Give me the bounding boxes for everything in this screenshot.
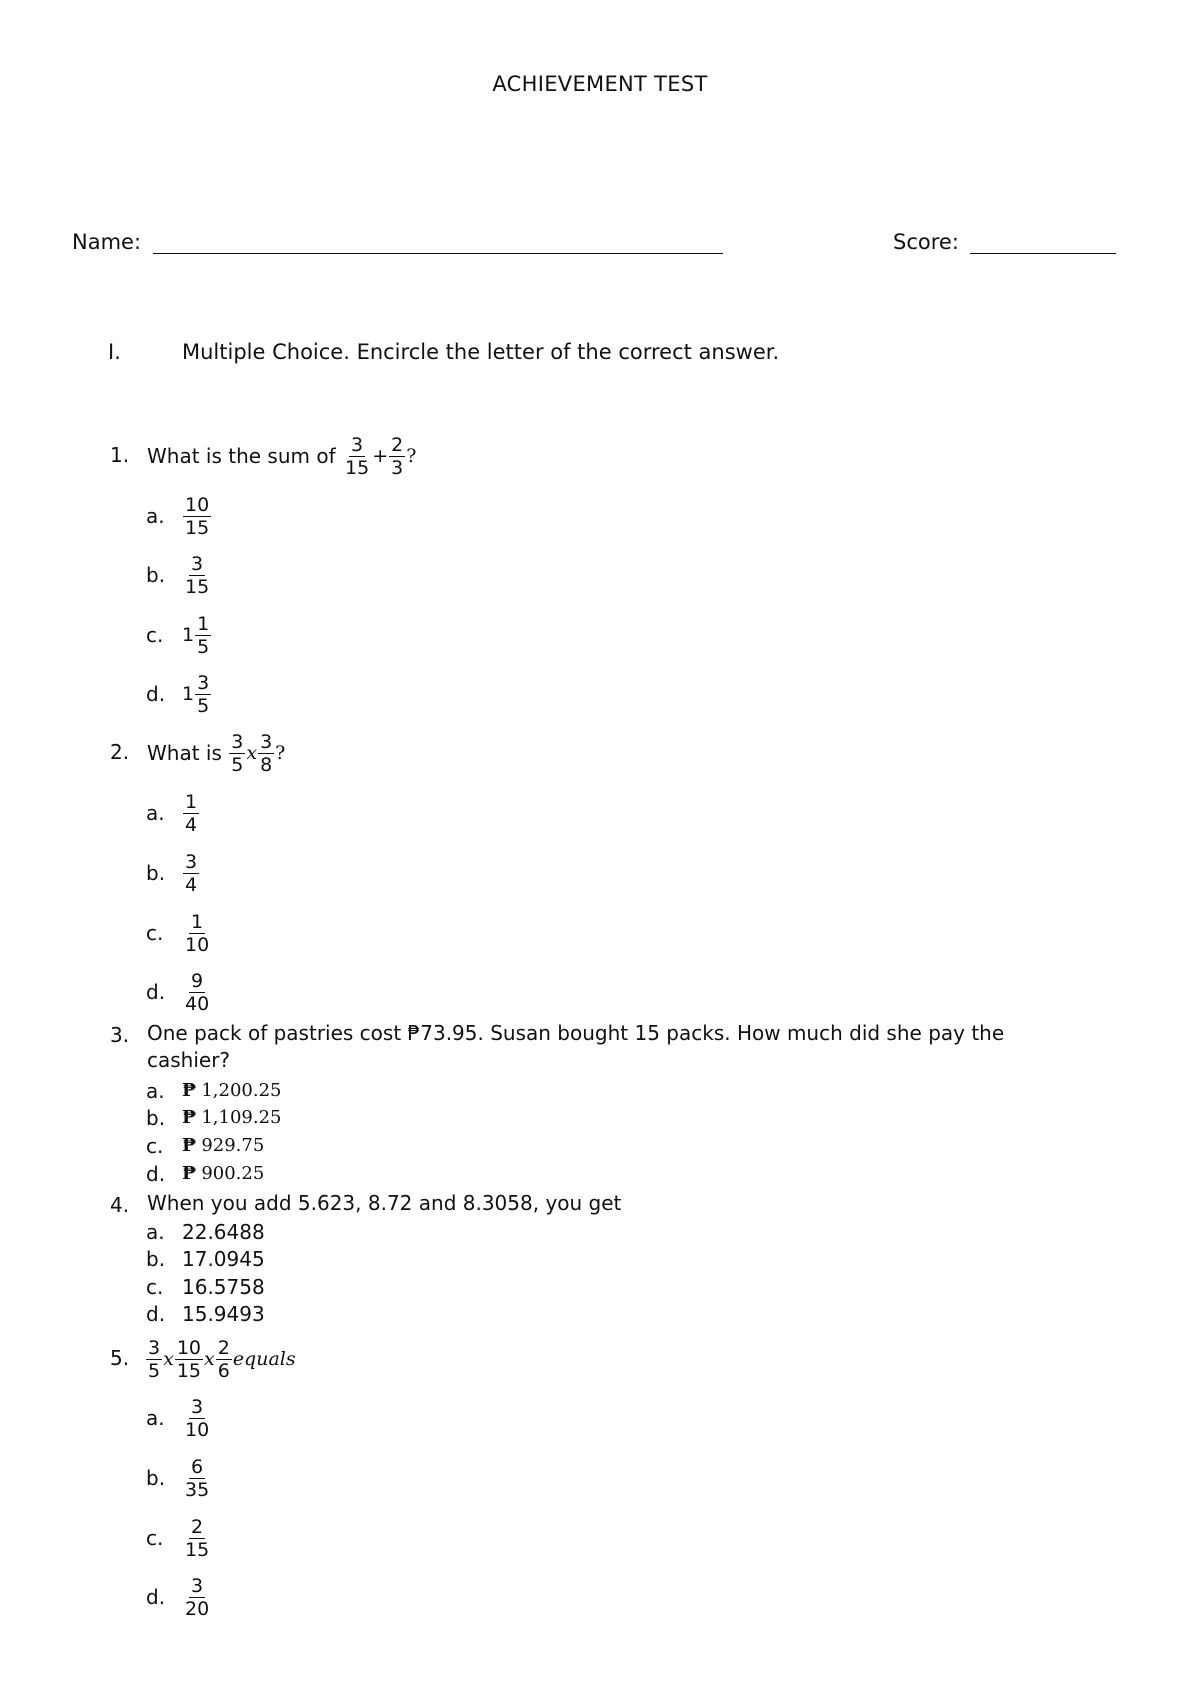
peso-sign: ₱ (182, 1107, 197, 1128)
option-letter: c. (146, 1133, 164, 1158)
times-operator: x (163, 1347, 174, 1370)
question-line: cashier? (147, 1048, 231, 1072)
option-value: 16.5758 (182, 1274, 265, 1299)
option-letter: b. (146, 1246, 166, 1271)
fraction: $\frac{6}{35}$ (185, 1455, 210, 1501)
question-text (147, 1020, 1147, 1074)
score-field[interactable] (970, 253, 1116, 254)
option-letter: c. (146, 1526, 164, 1550)
fraction: $\frac{3}{5}$ (197, 671, 210, 717)
option-letter: a. (146, 801, 165, 825)
times-operator: x (204, 1347, 215, 1370)
fraction: $\frac{3}{5}$ (148, 1336, 161, 1382)
times-operator: x (246, 741, 258, 764)
fraction: $\frac{3}{15}$ (185, 552, 210, 598)
option-d[interactable] (146, 1569, 212, 1625)
question-number: 5. (110, 1346, 130, 1370)
question-text: When you add 5.623, 8.72 and 8.3058, you get (147, 1191, 622, 1215)
fraction: $\frac{2}{3}$ (391, 433, 404, 479)
question-number: 4. (110, 1193, 130, 1217)
section-instruction: Multiple Choice. Encircle the letter of the correct answer. (182, 340, 780, 364)
option-b[interactable] (146, 547, 212, 603)
option-letter: b. (146, 563, 166, 587)
option-letter: d. (146, 1301, 166, 1326)
plus-operator: + (372, 444, 389, 467)
option-b[interactable] (146, 845, 200, 901)
option-a[interactable] (146, 785, 200, 841)
option-letter: b. (146, 1105, 166, 1130)
question-prefix: What is (147, 740, 222, 765)
option-letter: b. (146, 1466, 166, 1490)
name-label: Name: (72, 230, 142, 254)
peso-sign: ₱ (182, 1080, 197, 1101)
option-d[interactable] (146, 1300, 265, 1327)
fraction: $\frac{10}{15}$ (185, 493, 210, 539)
question-number: 2. (110, 740, 130, 764)
fraction: $\frac{2}{6}$ (217, 1336, 230, 1382)
option-c[interactable] (146, 905, 212, 961)
option-letter: a. (146, 1406, 165, 1430)
option-letter: a. (146, 1078, 165, 1103)
section-number: I. (108, 340, 121, 364)
option-value: 17.0945 (182, 1246, 265, 1271)
option-value: 929.75 (201, 1135, 265, 1156)
option-letter: c. (146, 623, 164, 647)
fraction: $\frac{9}{40}$ (185, 969, 210, 1015)
name-field[interactable] (153, 253, 723, 254)
option-d[interactable] (146, 964, 212, 1020)
question-line: One pack of pastries cost ₱73.95. Susan bought 15 packs. How much did she pay the (147, 1021, 1005, 1045)
fraction: $\frac{3}{4}$ (185, 850, 198, 896)
option-b[interactable] (146, 1450, 212, 1506)
option-letter: d. (146, 1161, 166, 1186)
fraction: $\frac{10}{15}$ (176, 1336, 201, 1382)
option-a[interactable] (146, 488, 212, 544)
question-number: 3. (110, 1023, 130, 1047)
fraction: $\frac{3}{15}$ (345, 433, 370, 479)
fraction: $\frac{1}{10}$ (185, 910, 210, 956)
question-text (147, 725, 285, 781)
option-letter: d. (146, 1585, 166, 1609)
option-letter: d. (146, 980, 166, 1004)
option-c[interactable] (146, 607, 212, 663)
equals-word: equals (232, 1347, 296, 1370)
question-text (147, 428, 416, 484)
option-a[interactable] (146, 1390, 212, 1446)
option-a[interactable] (146, 1218, 265, 1245)
option-value: 1,200.25 (201, 1080, 282, 1101)
question-prefix: What is the sum of (147, 443, 336, 468)
fraction: $\frac{3}{8}$ (260, 730, 273, 776)
score-label: Score: (893, 230, 959, 254)
peso-sign: ₱ (182, 1163, 197, 1184)
option-value: 1,109.25 (201, 1107, 282, 1128)
question-mark: ? (406, 444, 417, 467)
option-b[interactable] (146, 1245, 265, 1272)
option-d[interactable] (146, 666, 212, 722)
fraction: $\frac{2}{15}$ (185, 1515, 210, 1561)
peso-sign: ₱ (182, 1135, 197, 1156)
option-c[interactable] (146, 1510, 212, 1566)
fraction: $\frac{3}{20}$ (185, 1574, 210, 1620)
option-a[interactable] (146, 1077, 281, 1104)
option-value: 900.25 (201, 1163, 265, 1184)
option-letter: a. (146, 1219, 165, 1244)
option-letter: d. (146, 682, 166, 706)
fraction: $\frac{3}{10}$ (185, 1395, 210, 1441)
fraction: $\frac{3}{5}$ (231, 730, 244, 776)
option-value: 22.6488 (182, 1219, 265, 1244)
option-c[interactable] (146, 1273, 265, 1300)
option-letter: b. (146, 861, 166, 885)
mixed-whole: 1 (182, 683, 195, 705)
fraction: $\frac{1}{4}$ (185, 790, 198, 836)
question-mark: ? (275, 741, 286, 764)
mixed-whole: 1 (182, 624, 195, 646)
option-letter: c. (146, 921, 164, 945)
question-text (145, 1331, 296, 1387)
option-value: 15.9493 (182, 1301, 265, 1326)
question-number: 1. (110, 443, 130, 467)
option-b[interactable] (146, 1104, 281, 1131)
option-c[interactable] (146, 1132, 264, 1159)
option-letter: c. (146, 1274, 164, 1299)
option-letter: a. (146, 504, 165, 528)
fraction: $\frac{1}{5}$ (197, 612, 210, 658)
page-title: ACHIEVEMENT TEST (492, 72, 708, 96)
option-d[interactable] (146, 1160, 264, 1187)
